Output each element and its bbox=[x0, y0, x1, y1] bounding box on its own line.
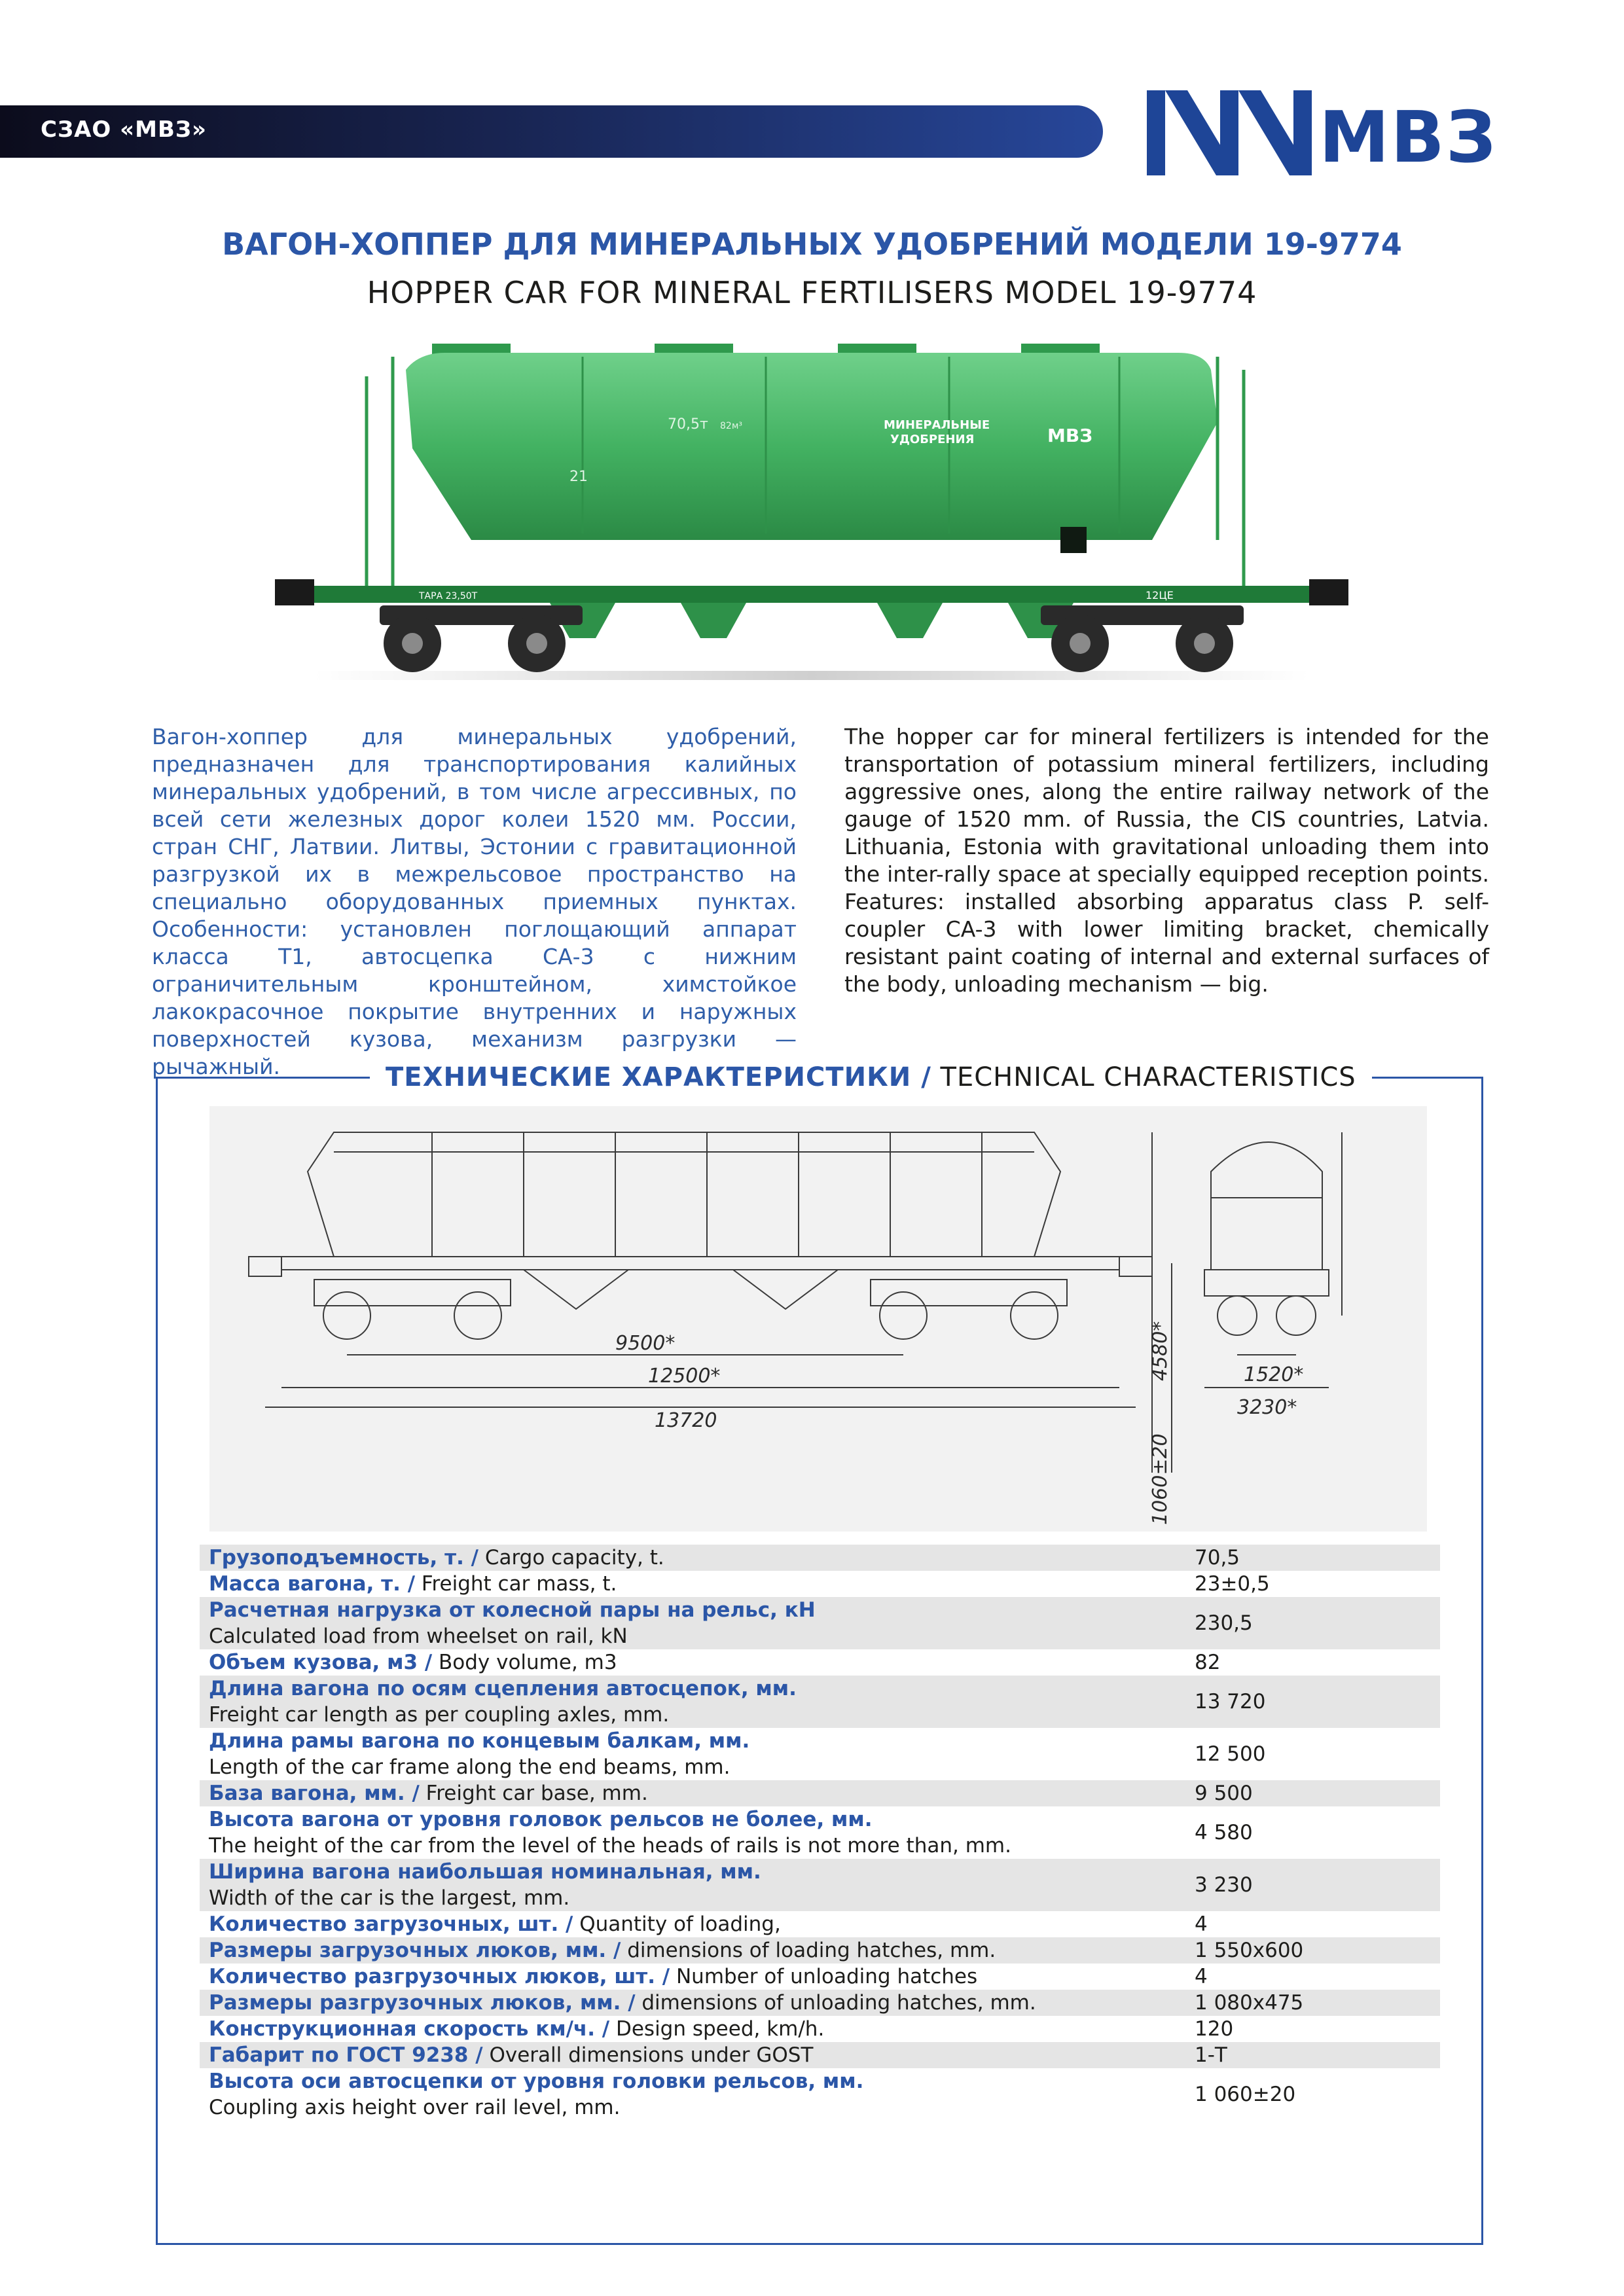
hopper-car-illustration bbox=[275, 331, 1348, 697]
spec-label: Длина вагона по осям сцепления автосцепок, мм. Freight car length as per coupling axles, mm. bbox=[209, 1677, 797, 1727]
spec-label: Масса вагона, т. / Freight car mass, t. bbox=[209, 1572, 617, 1596]
page-title-en: HOPPER CAR FOR MINERAL FERTILISERS MODEL 19-9774 bbox=[367, 275, 1257, 310]
tech-heading-en: TECHNICAL CHARACTERISTICS bbox=[940, 1062, 1356, 1092]
spec-row bbox=[200, 1964, 1440, 1990]
dim-width: 3230* bbox=[1237, 1396, 1297, 1419]
spec-label: Грузоподъемность, т. / Cargo capacity, t. bbox=[209, 1546, 664, 1570]
spec-label: Ширина вагона наибольшая номинальная, мм. Width of the car is the largest, mm. bbox=[209, 1860, 761, 1910]
spec-value: 4 580 bbox=[1195, 1821, 1253, 1844]
spec-row bbox=[200, 1990, 1440, 2016]
dim-length: 13720 bbox=[655, 1409, 717, 1432]
spec-row bbox=[200, 1545, 1440, 1571]
spec-label: Размеры загрузочных люков, мм. / dimensions of loading hatches, mm. bbox=[209, 1939, 996, 1962]
spec-value: 23±0,5 bbox=[1195, 1572, 1270, 1596]
dim-base: 9500* bbox=[615, 1332, 676, 1355]
spec-label: Размеры разгрузочных люков, мм. / dimensions of unloading hatches, mm. bbox=[209, 1991, 1036, 2015]
spec-label: Количество загрузочных, шт. / Quantity of loading, bbox=[209, 1912, 781, 1936]
dim-frame: 12500* bbox=[648, 1365, 721, 1388]
spec-label: Высота оси автосцепки от уровня головки рельсов, мм. Coupling axis height over rail level, mm. bbox=[209, 2070, 864, 2119]
car-logo-mark: МВЗ bbox=[1047, 425, 1093, 446]
description-en: The hopper car for mineral fertilizers is intended for the transportation of potassium mineral fertilizers, including aggressive ones, along the entire railway network of the gauge of 1520 mm. of Russia, the CIS countries, Latvia. Lithuania, Estonia with gravitational unloading them into the inter-rally space at specially equipped reception points. Features: installed absorbing apparatus class P. self-coupler CA-3 with lower limiting bracket, chemically resistant paint coating of internal and external surfaces of the body, unloading mechanism — big. bbox=[844, 724, 1489, 997]
spec-row bbox=[200, 1728, 1440, 1780]
spec-value: 4 bbox=[1195, 1912, 1208, 1936]
spec-value: 1 060±20 bbox=[1195, 2083, 1296, 2106]
spec-value: 120 bbox=[1195, 2017, 1234, 2041]
technical-drawing bbox=[209, 1106, 1427, 1532]
spec-table bbox=[200, 1545, 1440, 2121]
spec-value: 1 550x600 bbox=[1195, 1939, 1304, 1962]
spec-row bbox=[200, 1859, 1440, 1911]
spec-value: 82 bbox=[1195, 1651, 1221, 1674]
spec-label: Объем кузова, м3 / Body volume, m3 bbox=[209, 1651, 617, 1674]
spec-value: 1 080x475 bbox=[1195, 1991, 1304, 2015]
logo-text: МВЗ bbox=[1319, 97, 1498, 179]
spec-row bbox=[200, 1571, 1440, 1597]
volume-mark: 82м³ bbox=[720, 421, 742, 431]
spec-row bbox=[200, 1649, 1440, 1676]
scheme-mark: 12ЦЕ bbox=[1146, 589, 1174, 601]
spec-label: Габарит по ГОСТ 9238 / Overall dimensions under GOST bbox=[209, 2043, 814, 2067]
spec-row bbox=[200, 1676, 1440, 1728]
spec-label: Длина рамы вагона по концевым балкам, мм. Length of the car frame along the end beams, mm. bbox=[209, 1729, 750, 1779]
spec-value: 13 720 bbox=[1195, 1690, 1266, 1713]
spec-label: Количество разгрузочных люков, шт. / Number of unloading hatches bbox=[209, 1965, 978, 1988]
dim-coupler: 1060±20 bbox=[1149, 1433, 1172, 1525]
spec-row bbox=[200, 1597, 1440, 1649]
dim-gauge: 1520* bbox=[1244, 1363, 1304, 1386]
capacity-mark: 70,5т bbox=[668, 416, 708, 433]
company-name: СЗАО «МВЗ» bbox=[41, 117, 207, 143]
spec-value: 70,5 bbox=[1195, 1546, 1240, 1570]
spec-label: База вагона, мм. / Freight car base, mm. bbox=[209, 1782, 648, 1805]
spec-row bbox=[200, 1780, 1440, 1806]
spec-value: 1-Т bbox=[1195, 2043, 1227, 2067]
spec-label: Конструкционная скорость км/ч. / Design speed, km/h. bbox=[209, 2017, 825, 2041]
tech-heading bbox=[370, 1062, 1372, 1093]
dim-height: 4580* bbox=[1149, 1321, 1172, 1381]
spec-value: 3 230 bbox=[1195, 1873, 1253, 1897]
cargo-label-1: МИНЕРАЛЬНЫЕ bbox=[884, 418, 990, 432]
spec-value: 9 500 bbox=[1195, 1782, 1253, 1805]
spec-row bbox=[200, 2068, 1440, 2121]
spec-row bbox=[200, 1937, 1440, 1964]
spec-label: Высота вагона от уровня головок рельсов не более, мм. The height of the car from the level of the heads of rails is not more than, mm. bbox=[209, 1808, 1011, 1857]
spec-value: 4 bbox=[1195, 1965, 1208, 1988]
spec-value: 12 500 bbox=[1195, 1742, 1266, 1766]
car-number-mark: 21 bbox=[569, 469, 588, 485]
spec-label: Расчетная нагрузка от колесной пары на рельс, кН Calculated load from wheelset on rail, kN bbox=[209, 1598, 816, 1648]
cargo-label-2: УДОБРЕНИЯ bbox=[890, 433, 975, 446]
page-title-ru: ВАГОН-ХОППЕР ДЛЯ МИНЕРАЛЬНЫХ УДОБРЕНИЙ МОДЕЛИ 19-9774 bbox=[222, 226, 1402, 262]
tare-mark: ТАРА 23,50Т bbox=[419, 591, 478, 601]
spec-row bbox=[200, 2042, 1440, 2068]
spec-row bbox=[200, 1911, 1440, 1937]
spec-row bbox=[200, 2016, 1440, 2042]
tech-heading-ru: ТЕХНИЧЕСКИЕ ХАРАКТЕРИСТИКИ / bbox=[386, 1062, 931, 1092]
spec-row bbox=[200, 1806, 1440, 1859]
description-ru: Вагон-хоппер для минеральных удобрений, предназначен для транспортирования калийных минеральных удобрений, в том числе агрессивных, по всей сети железных дорог колеи 1520 мм. России, стран СНГ, Латвии. Литвы, Эстонии с гравитационной разгрузкой их в межрельсовое пространство на специально оборудованных приемных пунктах. Особенности: установлен поглощающий аппарат класса Т1, автосцепка СА-3 с нижним ограничительным кронштейном, химстойкое лакокрасочное покрытие внутренних и наружных поверхностей кузова, механизм разгрузки — рычажный. bbox=[152, 724, 797, 1079]
spec-value: 230,5 bbox=[1195, 1611, 1253, 1635]
